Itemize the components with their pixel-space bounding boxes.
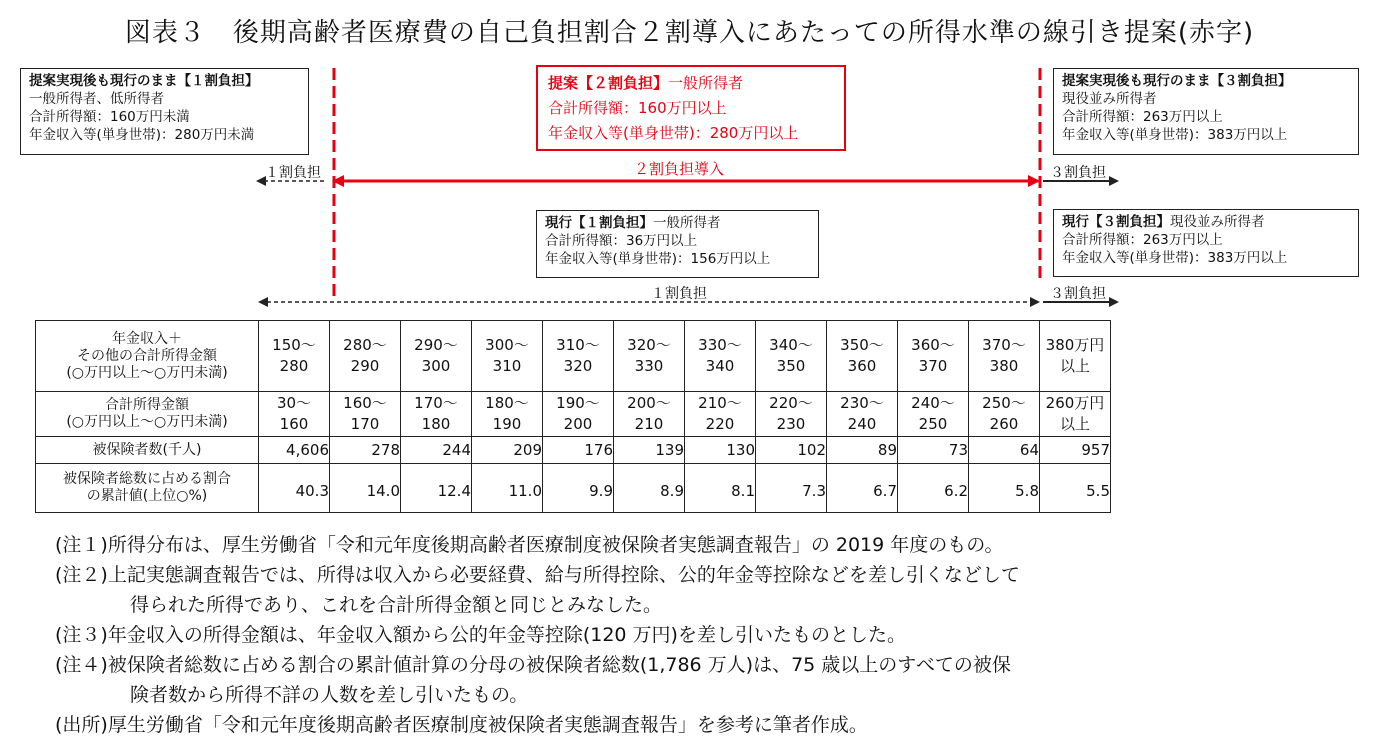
- cell-line: 310～: [556, 336, 600, 354]
- cell-line: 330～: [698, 336, 742, 354]
- cell-line: 340: [705, 357, 735, 375]
- row-header-line: 年金収入＋: [112, 330, 182, 347]
- table-cell: 176: [543, 437, 614, 464]
- table-cell: [259, 392, 330, 437]
- box-heading: 提案実現後も現行のまま【１割負担】: [29, 73, 259, 89]
- box-heading: 提案実現後も現行のまま【３割負担】: [1062, 73, 1292, 89]
- cell-line: 230: [776, 415, 806, 433]
- source-note: (出所)厚生労働省「令和元年度後期高齢者医療制度被保険者実態調査報告」を参考に筆者作成。: [55, 714, 868, 736]
- table-cell: [614, 321, 685, 392]
- cell-line: 180～: [485, 394, 529, 412]
- table-cell: [1040, 392, 1111, 437]
- label-two-tier-introduction: ２割負担導入: [634, 160, 725, 178]
- table-cell: 12.4: [401, 464, 472, 513]
- cell-line: 360: [847, 357, 877, 375]
- table-cell: 4,606: [259, 437, 330, 464]
- box-heading: 提案【２割負担】: [548, 74, 669, 92]
- cell-line: 200: [563, 415, 593, 433]
- cell-line: 320: [563, 357, 593, 375]
- table-cell: [330, 321, 401, 392]
- cell-line: 370～: [982, 336, 1026, 354]
- label-upper-one-tier: １割負担: [265, 165, 321, 181]
- box-line: 年金収入等(単身世帯)：383万円以上: [1062, 127, 1288, 143]
- cell-line: 350～: [840, 336, 884, 354]
- table-cell: [472, 321, 543, 392]
- cell-line: 290: [350, 357, 380, 375]
- row-header-line: の累計値(上位○%): [86, 488, 208, 504]
- note-3: (注３)年金収入の所得金額は、年金収入額から公的年金等控除(120 万円)を差し引いたものとした。: [55, 624, 906, 646]
- table-cell: 278: [330, 437, 401, 464]
- box-line: 年金収入等(単身世帯)：383万円以上: [1062, 250, 1288, 266]
- box-line: 合計所得額：160万円未満: [29, 109, 190, 125]
- cell-line: 150～: [272, 336, 316, 354]
- row-header-line: (○万円以上～○万円未満): [66, 364, 228, 381]
- table-cell: [969, 392, 1040, 437]
- box-line: 合計所得額：36万円以上: [545, 233, 698, 249]
- cell-line: 340～: [769, 336, 813, 354]
- cell-line: 170～: [414, 394, 458, 412]
- cell-line: 260: [989, 415, 1019, 433]
- note-2-continued: 得られた所得であり、これを合計所得金額と同じとみなした。: [130, 594, 663, 616]
- cell-line: 330: [634, 357, 664, 375]
- table-cell: [543, 321, 614, 392]
- box-heading: 現行【１割負担】: [545, 215, 653, 231]
- row-insured-count: [36, 437, 1111, 464]
- label-upper-three-tier: ３割負担: [1050, 165, 1106, 181]
- table-cell: 6.2: [898, 464, 969, 513]
- cell-line: 250: [918, 415, 948, 433]
- box-line: 合計所得額：160万円以上: [548, 99, 727, 117]
- box-line: 年金収入等(単身世帯)：156万円以上: [545, 251, 771, 267]
- cell-line: 160～: [343, 394, 387, 412]
- table-cell: 957: [1040, 437, 1111, 464]
- cell-line: 230～: [840, 394, 884, 412]
- box-remain-one-tier: [20, 68, 309, 155]
- box-proposal-two-tier: [536, 65, 846, 151]
- table-cell: [472, 392, 543, 437]
- table-cell: 7.3: [756, 464, 827, 513]
- table-cell: [1040, 321, 1111, 392]
- cell-line: 310: [492, 357, 522, 375]
- table-cell: 14.0: [330, 464, 401, 513]
- figure-title: 図表３ 後期高齢者医療費の自己負担割合２割導入にあたっての所得水準の線引き提案(赤字): [124, 18, 1255, 48]
- cell-line: 380: [989, 357, 1019, 375]
- row-header: [36, 321, 259, 392]
- row-cumulative-share: [36, 464, 1111, 513]
- cell-line: 380万円: [1045, 336, 1105, 354]
- label-lower-one-tier: １割負担: [651, 286, 707, 302]
- note-4-continued: 険者数から所得不詳の人数を差し引いたもの。: [130, 684, 529, 706]
- row-total-income: [36, 392, 1111, 437]
- cell-line: 250～: [982, 394, 1026, 412]
- table-cell: 8.1: [685, 464, 756, 513]
- cell-line: 290～: [414, 336, 458, 354]
- box-current-one-tier: [536, 210, 819, 278]
- note-4: (注４)被保険者総数に占める割合の累計値計算の分母の被保険者総数(1,786 万人)は、75 歳以上のすべての被保: [55, 654, 1011, 676]
- cell-line: 220～: [769, 394, 813, 412]
- table-cell: 102: [756, 437, 827, 464]
- cell-line: 360～: [911, 336, 955, 354]
- table-cell: [401, 321, 472, 392]
- box-heading-rest: 現役並み所得者: [1170, 214, 1265, 230]
- table-cell: 89: [827, 437, 898, 464]
- box-heading: 現行【３割負担】: [1062, 214, 1170, 230]
- row-header: [36, 464, 259, 513]
- box-line: 合計所得額：263万円以上: [1062, 232, 1223, 248]
- box-remain-three-tier: [1053, 68, 1359, 155]
- table-cell: [543, 392, 614, 437]
- row-header-line: その他の合計所得金額: [77, 347, 217, 364]
- table-cell: [827, 321, 898, 392]
- table-cell: 130: [685, 437, 756, 464]
- table-cell: 73: [898, 437, 969, 464]
- cell-line: 370: [918, 357, 948, 375]
- cell-line: 30～: [276, 394, 312, 412]
- table-cell: 8.9: [614, 464, 685, 513]
- box-heading-rest: 一般所得者: [653, 215, 721, 231]
- cell-line: 160: [279, 415, 309, 433]
- table-cell: 64: [969, 437, 1040, 464]
- table-cell: 40.3: [259, 464, 330, 513]
- cell-line: 260万円: [1045, 394, 1105, 412]
- table-cell: [614, 392, 685, 437]
- row-pension-income: [36, 321, 1111, 392]
- cell-line: 200～: [627, 394, 671, 412]
- row-header-line: 被保険者数(千人): [92, 441, 202, 458]
- income-distribution-table: [35, 320, 1111, 513]
- cell-line: 190～: [556, 394, 600, 412]
- cell-line: 280: [279, 357, 309, 375]
- row-header-line: 被保険者総数に占める割合: [63, 471, 231, 487]
- table-cell: [330, 392, 401, 437]
- cell-line: 300～: [485, 336, 529, 354]
- table-cell: 9.9: [543, 464, 614, 513]
- box-line: 年金収入等(単身世帯)：280万円未満: [29, 127, 255, 143]
- note-2: (注２)上記実態調査報告では、所得は収入から必要経費、給与所得控除、公的年金等控除などを差し引くなどして: [55, 564, 1020, 586]
- cell-line: 280～: [343, 336, 387, 354]
- row-header: [36, 437, 259, 464]
- table-cell: [756, 321, 827, 392]
- table-cell: [685, 392, 756, 437]
- box-line: 年金収入等(単身世帯)：280万円以上: [548, 124, 799, 142]
- table-cell: 11.0: [472, 464, 543, 513]
- table-cell: 139: [614, 437, 685, 464]
- notes-section: [55, 530, 1020, 740]
- label-lower-three-tier: ３割負担: [1050, 286, 1106, 302]
- table-cell: 5.8: [969, 464, 1040, 513]
- table-cell: [827, 392, 898, 437]
- table-cell: [756, 392, 827, 437]
- cell-line: 210: [634, 415, 664, 433]
- table-cell: [401, 392, 472, 437]
- table-cell: 244: [401, 437, 472, 464]
- row-header: [36, 392, 259, 437]
- table-cell: [969, 321, 1040, 392]
- table-cell: 5.5: [1040, 464, 1111, 513]
- note-1: (注１)所得分布は、厚生労働省「令和元年度後期高齢者医療制度被保険者実態調査報告」の 2019 年度のもの。: [55, 534, 1004, 556]
- box-heading-rest: 一般所得者: [668, 74, 744, 92]
- row-header-line: 合計所得金額: [105, 397, 189, 413]
- table-cell: 209: [472, 437, 543, 464]
- box-line: 一般所得者、低所得者: [29, 91, 164, 107]
- table-cell: [259, 321, 330, 392]
- cell-line: 210～: [698, 394, 742, 412]
- row-header-line: (○万円以上～○万円未満): [66, 414, 228, 430]
- cell-line: 300: [421, 357, 451, 375]
- box-line: 合計所得額：263万円以上: [1062, 109, 1223, 125]
- cell-line: 240～: [911, 394, 955, 412]
- box-current-three-tier: [1053, 209, 1359, 277]
- cell-line: 180: [421, 415, 451, 433]
- cell-line: 以上: [1059, 357, 1090, 375]
- cell-line: 350: [776, 357, 806, 375]
- table-cell: [685, 321, 756, 392]
- cell-line: 220: [705, 415, 735, 433]
- table-cell: 6.7: [827, 464, 898, 513]
- box-line: 現役並み所得者: [1062, 91, 1157, 107]
- cell-line: 以上: [1059, 415, 1090, 433]
- table-cell: [898, 321, 969, 392]
- cell-line: 190: [492, 415, 522, 433]
- table-cell: [898, 392, 969, 437]
- cell-line: 240: [847, 415, 877, 433]
- cell-line: 320～: [627, 336, 671, 354]
- cell-line: 170: [350, 415, 380, 433]
